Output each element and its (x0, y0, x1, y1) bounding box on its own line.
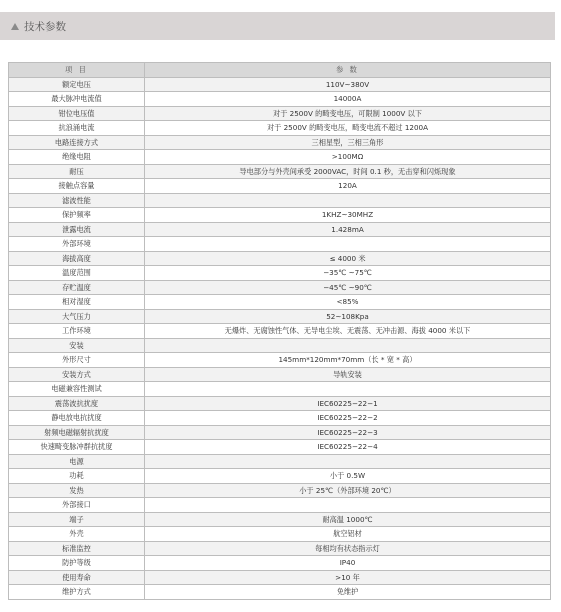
row-value: ≤ 4000 米 (145, 251, 551, 266)
row-label: 发热 (9, 483, 145, 498)
row-label: 钳位电压值 (9, 106, 145, 121)
table-row (9, 541, 551, 556)
spec-table (8, 62, 551, 600)
row-value: −45℃ ~90℃ (145, 280, 551, 295)
table-row (9, 512, 551, 527)
row-label: 外部接口 (9, 498, 145, 513)
table-row (9, 440, 551, 455)
row-label: 额定电压 (9, 77, 145, 92)
row-value: 导电部分与外壳间承受 2000VAC，时间 0.1 秒，无击穿和闪烁现象 (145, 164, 551, 179)
table-row (9, 295, 551, 310)
row-label: 滤波性能 (9, 193, 145, 208)
row-value: 120A (145, 179, 551, 194)
table-row (9, 527, 551, 542)
row-label: 快速畸变脉冲群抗扰度 (9, 440, 145, 455)
row-value (145, 237, 551, 252)
table-row (9, 179, 551, 194)
row-label: 使用寿命 (9, 570, 145, 585)
row-value: 145mm*120mm*70mm（长 * 宽 * 高） (145, 353, 551, 368)
row-value: 对于 2500V 的畸变电压，可限制 1000V 以下 (145, 106, 551, 121)
table-row (9, 92, 551, 107)
row-label: 震荡波抗扰度 (9, 396, 145, 411)
row-value (145, 498, 551, 513)
triangle-icon (11, 23, 19, 30)
row-label: 外形尺寸 (9, 353, 145, 368)
row-value: <85% (145, 295, 551, 310)
table-row (9, 570, 551, 585)
row-value: 导轨安装 (145, 367, 551, 382)
row-value: 小于 0.5W (145, 469, 551, 484)
row-label: 静电放电抗扰度 (9, 411, 145, 426)
section-title: 技术参数 (24, 20, 66, 33)
row-label: 电源 (9, 454, 145, 469)
row-value: IEC60225−22−3 (145, 425, 551, 440)
row-value: 对于 2500V 的畸变电压，畸变电流不超过 1200A (145, 121, 551, 136)
row-label: 安装方式 (9, 367, 145, 382)
row-value: 14000A (145, 92, 551, 107)
table-row (9, 353, 551, 368)
table-row (9, 280, 551, 295)
row-label: 大气压力 (9, 309, 145, 324)
row-value: 每相均有状态指示灯 (145, 541, 551, 556)
row-label: 维护方式 (9, 585, 145, 600)
row-value: >10 年 (145, 570, 551, 585)
table-row (9, 367, 551, 382)
table-header-row (9, 63, 551, 78)
table-row (9, 222, 551, 237)
row-label: 电磁兼容性测试 (9, 382, 145, 397)
row-value: IEC60225−22−4 (145, 440, 551, 455)
row-label: 最大脉冲电流值 (9, 92, 145, 107)
row-value: 耐高温 1000℃ (145, 512, 551, 527)
table-row (9, 208, 551, 223)
table-row (9, 469, 551, 484)
row-value: 1KHZ~30MHZ (145, 208, 551, 223)
row-value: 110V~380V (145, 77, 551, 92)
row-value (145, 193, 551, 208)
row-value: 免维护 (145, 585, 551, 600)
table-row (9, 251, 551, 266)
row-label: 接触点容量 (9, 179, 145, 194)
table-row (9, 106, 551, 121)
row-label: 射频电磁辐射抗扰度 (9, 425, 145, 440)
row-value (145, 382, 551, 397)
row-label: 相对湿度 (9, 295, 145, 310)
column-header-param: 参 数 (145, 63, 551, 78)
row-label: 温度范围 (9, 266, 145, 281)
row-label: 海拔高度 (9, 251, 145, 266)
table-row (9, 483, 551, 498)
row-label: 外壳 (9, 527, 145, 542)
row-value: 三相星型，三相三角形 (145, 135, 551, 150)
row-value: 1.428mA (145, 222, 551, 237)
section-header (0, 12, 555, 40)
table-row (9, 396, 551, 411)
row-value: 52~108Kpa (145, 309, 551, 324)
table-row (9, 556, 551, 571)
table-row (9, 411, 551, 426)
table-row (9, 266, 551, 281)
table-row (9, 425, 551, 440)
table-row (9, 164, 551, 179)
row-label: 电路连接方式 (9, 135, 145, 150)
row-value: 航空铝材 (145, 527, 551, 542)
row-label: 功耗 (9, 469, 145, 484)
row-value: IP40 (145, 556, 551, 571)
table-row (9, 77, 551, 92)
table-row (9, 237, 551, 252)
row-label: 标准监控 (9, 541, 145, 556)
row-value: IEC60225−22−1 (145, 396, 551, 411)
table-row (9, 193, 551, 208)
table-row (9, 309, 551, 324)
column-header-item: 项 目 (9, 63, 145, 78)
table-row (9, 324, 551, 339)
table-row (9, 454, 551, 469)
table-row (9, 585, 551, 600)
row-value: >100MΩ (145, 150, 551, 165)
table-row (9, 121, 551, 136)
row-label: 泄露电流 (9, 222, 145, 237)
row-label: 耐压 (9, 164, 145, 179)
row-value (145, 338, 551, 353)
row-value: IEC60225−22−2 (145, 411, 551, 426)
table-row (9, 135, 551, 150)
row-label: 外部环境 (9, 237, 145, 252)
row-value: −35℃ ~75℃ (145, 266, 551, 281)
table-row (9, 498, 551, 513)
row-value (145, 454, 551, 469)
table-row (9, 338, 551, 353)
row-label: 防护等级 (9, 556, 145, 571)
row-label: 工作环境 (9, 324, 145, 339)
table-row (9, 382, 551, 397)
row-label: 存贮温度 (9, 280, 145, 295)
row-label: 安装 (9, 338, 145, 353)
row-label: 抗浪涌电流 (9, 121, 145, 136)
row-value: 无爆炸、无腐蚀性气体、无导电尘埃、无震荡、无冲击源、海拔 4000 米以下 (145, 324, 551, 339)
table-row (9, 150, 551, 165)
row-label: 绝缘电阻 (9, 150, 145, 165)
row-label: 保护频率 (9, 208, 145, 223)
row-value: 小于 25℃（外部环境 20℃） (145, 483, 551, 498)
row-label: 端子 (9, 512, 145, 527)
